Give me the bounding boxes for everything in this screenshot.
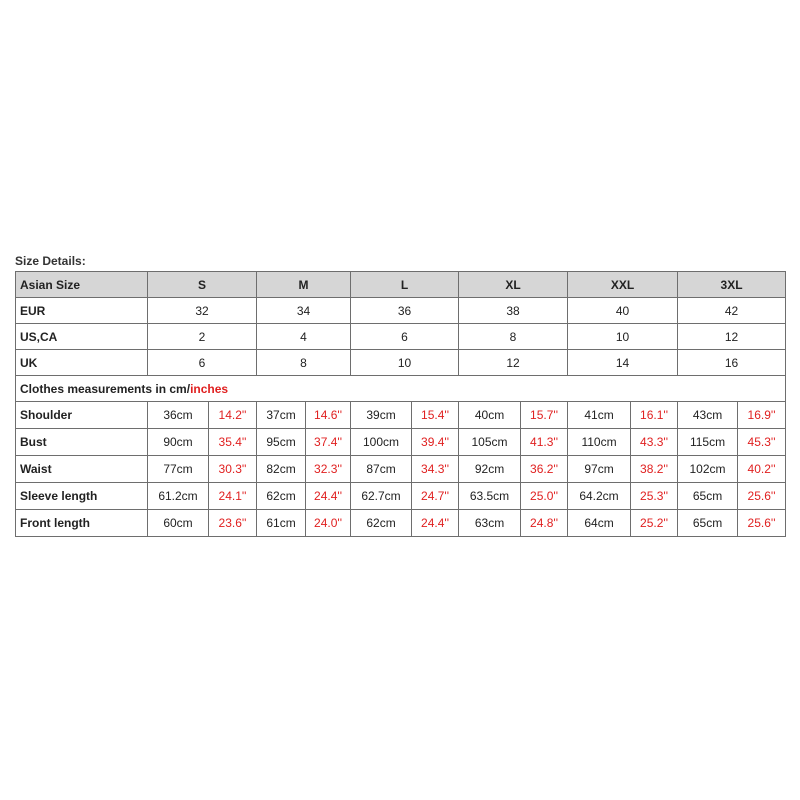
inch-value: 25.3'' [631,483,678,510]
conversion-row [16,298,786,324]
inch-value: 41.3'' [521,429,568,456]
cm-value: 87cm [351,456,412,483]
conversion-value: 40 [568,298,678,324]
cm-value: 64cm [568,510,631,537]
measurement-label: Sleeve length [16,483,148,510]
size-chart-table [15,271,786,537]
inch-value: 24.8'' [521,510,568,537]
cm-value: 65cm [678,483,738,510]
inch-value: 14.6'' [306,402,351,429]
measurement-row [16,402,786,429]
cm-value: 77cm [148,456,209,483]
inch-value: 15.7'' [521,402,568,429]
inch-value: 24.1'' [209,483,257,510]
cm-value: 40cm [459,402,521,429]
inch-value: 25.6'' [738,483,786,510]
size-header-xl: XL [459,272,568,298]
cm-value: 62.7cm [351,483,412,510]
conversion-value: 32 [148,298,257,324]
measurement-label: Shoulder [16,402,148,429]
conversion-row [16,324,786,350]
conversion-value: 36 [351,298,459,324]
inch-value: 16.9'' [738,402,786,429]
inch-value: 24.0'' [306,510,351,537]
conversion-value: 4 [257,324,351,350]
conversion-value: 34 [257,298,351,324]
section-heading-text: Clothes measurements in cm/ [20,381,191,396]
measurement-label: Bust [16,429,148,456]
cm-value: 41cm [568,402,631,429]
cm-value: 63.5cm [459,483,521,510]
cm-value: 105cm [459,429,521,456]
measurement-row [16,483,786,510]
conversion-label: US,CA [16,324,148,350]
inch-value: 43.3'' [631,429,678,456]
cm-value: 63cm [459,510,521,537]
inch-value: 30.3'' [209,456,257,483]
inch-value: 35.4'' [209,429,257,456]
conversion-label: UK [16,350,148,376]
size-header-3xl: 3XL [678,272,786,298]
conversion-label: EUR [16,298,148,324]
cm-value: 115cm [678,429,738,456]
inch-value: 32.3'' [306,456,351,483]
conversion-value: 42 [678,298,786,324]
section-heading-highlight: inches [190,381,229,396]
cm-value: 102cm [678,456,738,483]
cm-value: 62cm [351,510,412,537]
inch-value: 40.2'' [738,456,786,483]
cm-value: 82cm [257,456,306,483]
measurement-row [16,429,786,456]
inch-value: 25.6'' [738,510,786,537]
measurement-label: Waist [16,456,148,483]
conversion-value: 10 [568,324,678,350]
cm-value: 61.2cm [148,483,209,510]
conversion-value: 8 [459,324,568,350]
conversion-row [16,350,786,376]
inch-value: 38.2'' [631,456,678,483]
size-header-l: L [351,272,459,298]
inch-value: 39.4'' [412,429,459,456]
conversion-value: 10 [351,350,459,376]
measurement-label: Front length [16,510,148,537]
section-row [16,376,786,402]
cm-value: 39cm [351,402,412,429]
cm-value: 95cm [257,429,306,456]
conversion-value: 14 [568,350,678,376]
cm-value: 92cm [459,456,521,483]
measurement-row [16,510,786,537]
inch-value: 24.4'' [412,510,459,537]
inch-value: 25.2'' [631,510,678,537]
inch-value: 24.7'' [412,483,459,510]
cm-value: 100cm [351,429,412,456]
cm-value: 97cm [568,456,631,483]
conversion-value: 12 [678,324,786,350]
inch-value: 15.4'' [412,402,459,429]
conversion-value: 12 [459,350,568,376]
cm-value: 37cm [257,402,306,429]
asian-size-label: Asian Size [16,272,148,298]
conversion-value: 6 [148,350,257,376]
inch-value: 14.2'' [209,402,257,429]
header-row [16,272,786,298]
inch-value: 36.2'' [521,456,568,483]
cm-value: 110cm [568,429,631,456]
inch-value: 45.3'' [738,429,786,456]
conversion-value: 8 [257,350,351,376]
inch-value: 24.4'' [306,483,351,510]
size-details-title: Size Details: [15,254,86,268]
conversion-value: 6 [351,324,459,350]
cm-value: 62cm [257,483,306,510]
size-header-s: S [148,272,257,298]
cm-value: 60cm [148,510,209,537]
conversion-value: 2 [148,324,257,350]
inch-value: 34.3'' [412,456,459,483]
cm-value: 90cm [148,429,209,456]
cm-value: 65cm [678,510,738,537]
conversion-value: 38 [459,298,568,324]
inch-value: 37.4'' [306,429,351,456]
conversion-value: 16 [678,350,786,376]
inch-value: 25.0'' [521,483,568,510]
cm-value: 36cm [148,402,209,429]
inch-value: 16.1'' [631,402,678,429]
cm-value: 61cm [257,510,306,537]
measurements-section-heading [16,376,786,402]
cm-value: 43cm [678,402,738,429]
cm-value: 64.2cm [568,483,631,510]
measurement-row [16,456,786,483]
size-header-xxl: XXL [568,272,678,298]
inch-value: 23.6'' [209,510,257,537]
size-header-m: M [257,272,351,298]
